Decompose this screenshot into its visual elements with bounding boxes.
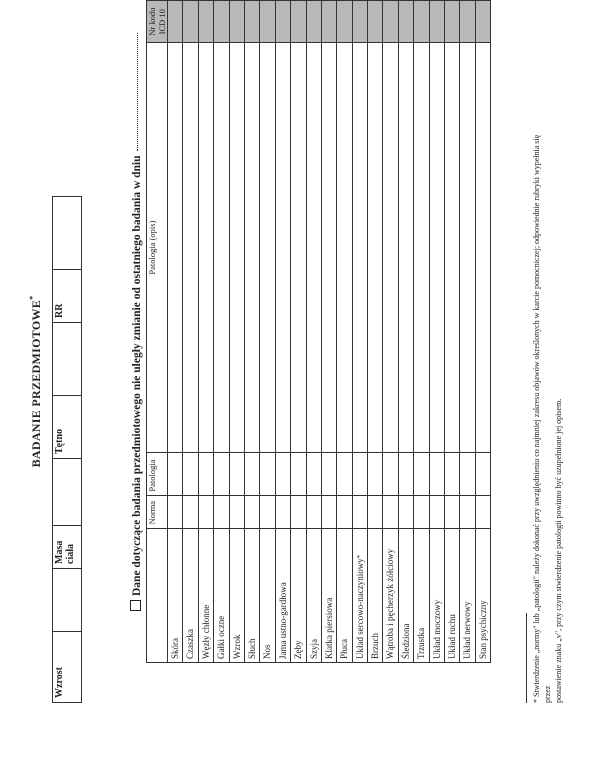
rr-value-cell[interactable] [53, 197, 82, 270]
norm-cell[interactable] [244, 495, 259, 528]
icd-cell[interactable] [460, 1, 475, 43]
table-row [291, 1, 306, 663]
description-cell[interactable] [398, 43, 413, 452]
pathology-cell[interactable] [368, 452, 383, 495]
exam-table [146, 0, 491, 663]
unchanged-exam-line [130, 11, 143, 611]
pathology-cell[interactable] [460, 452, 475, 495]
description-cell[interactable] [198, 43, 213, 452]
height-value-cell[interactable] [53, 569, 82, 632]
pathology-cell[interactable] [214, 452, 229, 495]
norm-cell[interactable] [383, 495, 398, 528]
description-cell[interactable] [460, 43, 475, 452]
norm-cell[interactable] [414, 495, 429, 528]
norm-cell[interactable] [337, 495, 352, 528]
footnote-line-1: * Stwierdzenie „normy" lub „patologii" należy dokonać przy uwzględnieniu co najmniej zakresu objawów określonych w karcie pomocniczej; odpowiednie rubryki wypełnia się przez [532, 134, 552, 703]
table-row [198, 1, 213, 663]
description-cell[interactable] [429, 43, 444, 452]
pathology-cell[interactable] [383, 452, 398, 495]
description-cell[interactable] [368, 43, 383, 452]
icd-cell[interactable] [183, 1, 198, 43]
norm-cell[interactable] [398, 495, 413, 528]
pathology-cell[interactable] [198, 452, 213, 495]
height-label: Wzrost [53, 632, 82, 703]
icd-cell[interactable] [321, 1, 336, 43]
pathology-cell[interactable] [183, 452, 198, 495]
norm-cell[interactable] [275, 495, 290, 528]
icd-cell[interactable] [475, 1, 490, 43]
table-row [383, 1, 398, 663]
norm-cell[interactable] [460, 495, 475, 528]
pathology-cell[interactable] [291, 452, 306, 495]
table-row [244, 1, 259, 663]
organ-label: Słuch [244, 528, 259, 662]
icd-cell[interactable] [198, 1, 213, 43]
rr-label: RR [53, 270, 82, 323]
table-row [352, 1, 367, 663]
norm-cell[interactable] [291, 495, 306, 528]
page-title: BADANIE PRZEDMIOTOWE* [28, 295, 43, 468]
icd-cell[interactable] [368, 1, 383, 43]
pathology-cell[interactable] [275, 452, 290, 495]
header-pathology: Patologia [147, 452, 168, 495]
organ-label: Brzuch [368, 528, 383, 662]
pathology-cell[interactable] [337, 452, 352, 495]
icd-cell[interactable] [214, 1, 229, 43]
icd-cell[interactable] [260, 1, 275, 43]
header-organ [147, 528, 168, 662]
norm-cell[interactable] [321, 495, 336, 528]
pathology-cell[interactable] [229, 452, 244, 495]
pathology-cell[interactable] [168, 452, 183, 495]
description-cell[interactable] [183, 43, 198, 452]
pathology-cell[interactable] [321, 452, 336, 495]
icd-cell[interactable] [414, 1, 429, 43]
description-cell[interactable] [337, 43, 352, 452]
norm-cell[interactable] [214, 495, 229, 528]
pathology-cell[interactable] [260, 452, 275, 495]
icd-cell[interactable] [445, 1, 460, 43]
header-pathology-description: Patologia (opis) [147, 43, 168, 452]
description-cell[interactable] [275, 43, 290, 452]
description-cell[interactable] [352, 43, 367, 452]
norm-cell[interactable] [183, 495, 198, 528]
table-row [337, 1, 352, 663]
description-cell[interactable] [260, 43, 275, 452]
description-cell[interactable] [321, 43, 336, 452]
pathology-cell[interactable] [352, 452, 367, 495]
icd-cell[interactable] [291, 1, 306, 43]
unchanged-text: Dane dotyczące badania przedmiotowego nie uległy zmianie od ostatniego badania w dniu [131, 155, 143, 596]
table-row [168, 1, 183, 663]
icd-cell[interactable] [306, 1, 321, 43]
norm-cell[interactable] [229, 495, 244, 528]
organ-label: Zęby [291, 528, 306, 662]
organ-label: Układ nerwowy [460, 528, 475, 662]
description-cell[interactable] [214, 43, 229, 452]
organ-label: Stan psychiczny [475, 528, 490, 662]
organ-label: Układ sercowo-naczyniowy* [352, 528, 367, 662]
organ-label: Śledziona [398, 528, 413, 662]
organ-label: Skóra [168, 528, 183, 662]
organ-label: Szyja [306, 528, 321, 662]
norm-cell[interactable] [368, 495, 383, 528]
norm-cell[interactable] [168, 495, 183, 528]
pathology-cell[interactable] [475, 452, 490, 495]
header-norm: Norma [147, 495, 168, 528]
icd-cell[interactable] [229, 1, 244, 43]
table-row [306, 1, 321, 663]
icd-cell[interactable] [352, 1, 367, 43]
icd-cell[interactable] [383, 1, 398, 43]
icd-cell[interactable] [168, 1, 183, 43]
exam-date-field[interactable] [137, 33, 138, 151]
header-icd-code: Nr kodu ICD 10 [147, 1, 168, 43]
footnote [531, 123, 564, 703]
norm-cell[interactable] [475, 495, 490, 528]
norm-cell[interactable] [429, 495, 444, 528]
description-cell[interactable] [291, 43, 306, 452]
norm-cell[interactable] [198, 495, 213, 528]
table-row [445, 1, 460, 663]
weight-value-cell[interactable] [53, 459, 82, 526]
footnote-divider [526, 613, 527, 703]
table-row [260, 1, 275, 663]
pathology-cell[interactable] [398, 452, 413, 495]
weight-label: Masa ciała [53, 526, 82, 569]
pathology-cell[interactable] [445, 452, 460, 495]
organ-label: Wątroba i pęcherzyk żółciowy [383, 528, 398, 662]
organ-label: Klatka piersiowa [321, 528, 336, 662]
organ-label: Płuca [337, 528, 352, 662]
norm-cell[interactable] [260, 495, 275, 528]
organ-label: Układ moczowy [429, 528, 444, 662]
table-row [321, 1, 336, 663]
organ-label: Gałki oczne [214, 528, 229, 662]
unchanged-checkbox[interactable] [130, 600, 141, 611]
table-row [368, 1, 383, 663]
norm-cell[interactable] [306, 495, 321, 528]
description-cell[interactable] [168, 43, 183, 452]
organ-label: Nos [260, 528, 275, 662]
table-row [460, 1, 475, 663]
table-row [183, 1, 198, 663]
vitals-table [52, 196, 82, 703]
table-row [214, 1, 229, 663]
pulse-label: Tętno [53, 396, 82, 459]
organ-label: Węzły chłonne [198, 528, 213, 662]
table-row [275, 1, 290, 663]
organ-label: Układ ruchu [445, 528, 460, 662]
description-cell[interactable] [414, 43, 429, 452]
description-cell[interactable] [244, 43, 259, 452]
pathology-cell[interactable] [414, 452, 429, 495]
organ-label: Czaszka [183, 528, 198, 662]
icd-cell[interactable] [337, 1, 352, 43]
pathology-cell[interactable] [244, 452, 259, 495]
description-cell[interactable] [306, 43, 321, 452]
description-cell[interactable] [445, 43, 460, 452]
description-cell[interactable] [383, 43, 398, 452]
organ-label: Wzrok [229, 528, 244, 662]
description-cell[interactable] [229, 43, 244, 452]
icd-cell[interactable] [429, 1, 444, 43]
organ-label: Jama ustno-gardłowa [275, 528, 290, 662]
pathology-cell[interactable] [429, 452, 444, 495]
icd-cell[interactable] [275, 1, 290, 43]
norm-cell[interactable] [352, 495, 367, 528]
table-row [475, 1, 490, 663]
table-row [414, 1, 429, 663]
table-row [398, 1, 413, 663]
footnote-line-2: postawienie znaku „v", przy czym stwierdzenie patologii powinno być uzupełnione jej opisem. [554, 398, 563, 703]
table-row [229, 1, 244, 663]
norm-cell[interactable] [445, 495, 460, 528]
pathology-cell[interactable] [306, 452, 321, 495]
table-row [429, 1, 444, 663]
icd-cell[interactable] [398, 1, 413, 43]
organ-label: Trzustka [414, 528, 429, 662]
icd-cell[interactable] [244, 1, 259, 43]
pulse-value-cell[interactable] [53, 323, 82, 396]
description-cell[interactable] [475, 43, 490, 452]
